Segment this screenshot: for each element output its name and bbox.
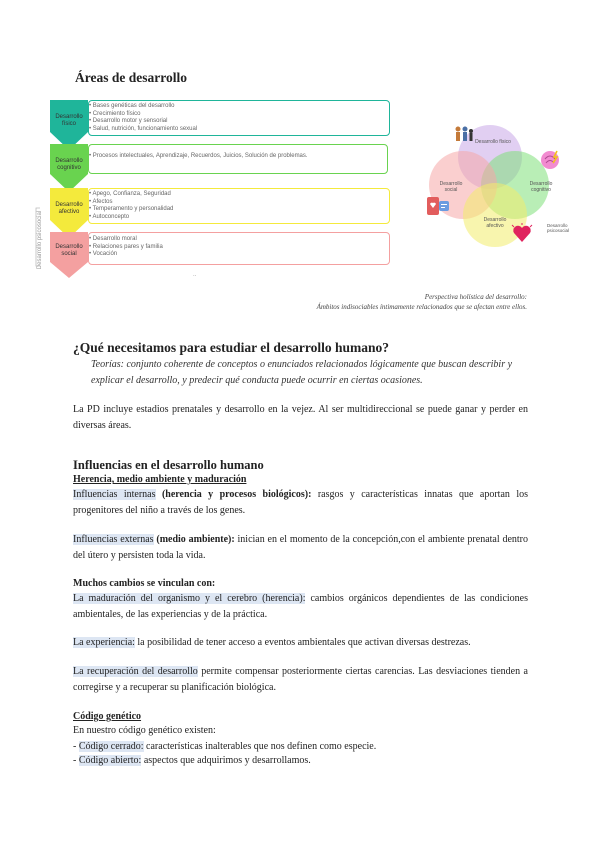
- codigo-abierto-line: - Código abierto: aspectos que adquirimos y desarrollamos.: [73, 755, 311, 766]
- maduracion-label: La maduración del organismo y el cerebro (herencia):: [73, 593, 306, 604]
- recuperacion-text: permite compensar posteriormente ciertas carencias. Las desviaciones tienden a corregirse y a recuperar su planificación biológica.: [73, 666, 528, 693]
- caption-line-1: Perspectiva holística del desarrollo:: [424, 293, 527, 301]
- list-item: • Apego, Confianza, Seguridad: [89, 191, 171, 197]
- internas-bold: (herencia y procesos biológicos):: [155, 489, 312, 500]
- internas-label: Influencias internas: [73, 489, 156, 500]
- venn-label-social: Desarrollo social: [439, 181, 463, 193]
- row-label-social: Desarrollo social: [55, 244, 83, 257]
- cambios-title: Muchos cambios se vinculan con:: [73, 578, 216, 589]
- question-title: ¿Qué necesitamos para estudiar el desarrollo humano?: [73, 340, 389, 355]
- row-label-cognitivo: Desarrollo cognitivo: [55, 158, 83, 171]
- codigo-abierto-label: Código abierto:: [78, 755, 142, 766]
- areas-diagram: [28, 92, 398, 282]
- maduracion-text: cambios orgánicos dependientes de las condiciones ambientales, de las experiencias y de la práctica.: [73, 593, 528, 620]
- list-item: • Crecimiento físico: [89, 110, 141, 117]
- teorias-text: Teorías: conjunto coherente de conceptos o enunciados relacionados lógicamente que buscan describir y explicar el desarrollo, y predecir qué conducta puede ocurrir en ciertas ocasiones.: [91, 359, 513, 386]
- list-item: • Salud, nutrición, funcionamiento sexual: [89, 125, 198, 132]
- row-box-fisico: [88, 100, 390, 136]
- list-item: • Afectos: [89, 198, 113, 205]
- list-item: • Relaciones pares y familia: [89, 243, 163, 250]
- externas-bold: (medio ambiente):: [153, 534, 235, 545]
- list-item: • Temperamento y personalidad: [89, 206, 174, 213]
- codigo-intro: En nuestro código genético existen:: [73, 725, 216, 736]
- row-box-cognitivo: [88, 144, 388, 174]
- list-item: • Vocación: [89, 251, 118, 258]
- venn-diagram: [415, 115, 575, 265]
- maduracion-paragraph: [73, 591, 528, 623]
- codigo-abierto-text: aspectos que adquirimos y desarrollamos.: [141, 755, 311, 766]
- row-box-social: [88, 232, 390, 265]
- list-item: • Bases genéticas del desarrollo: [89, 103, 175, 109]
- recuperacion-paragraph: [73, 664, 528, 696]
- experiencia-text: la posibilidad de tener acceso a eventos ambientales que activan diversas destrezas.: [134, 637, 471, 648]
- experiencia-paragraph: [73, 635, 528, 651]
- codigo-cerrado-line: - Código cerrado: características inalterables que nos definen como especie.: [73, 741, 377, 752]
- ellipsis-mark: ..: [193, 272, 197, 278]
- list-item: • Desarrollo moral: [89, 236, 137, 242]
- heart-icon: [511, 223, 533, 245]
- list-item: • Desarrollo motor y sensorial: [89, 118, 168, 125]
- list-item: • Procesos intelectuales, Aprendizaje, Recuerdos, Juicios, Solución de problemas.: [89, 153, 308, 159]
- venn-side-label: Desarrollo psicosocial: [547, 223, 570, 233]
- pd-paragraph: La PD incluye estadios prenatales y desarrollo en la vejez. Al ser multidireccional se puede ganar y perder en diversas áreas.: [73, 404, 528, 431]
- codigo-cerrado-label: Código cerrado:: [78, 741, 144, 752]
- row-label-fisico: Desarrollo físico: [55, 114, 83, 127]
- side-label-psicosocial: Desarrollo psicosocial: [37, 210, 43, 270]
- internas-paragraph: [73, 487, 528, 519]
- section-title: Áreas de desarrollo: [75, 70, 187, 85]
- caption-line-2: Ámbitos indisociables íntimamente relacionados que se afectan entre ellos.: [316, 303, 527, 311]
- venn-label-fisico: Desarrollo físico: [475, 139, 511, 145]
- list-item: • Autoconcepto: [89, 213, 130, 220]
- figure-caption: [317, 292, 527, 312]
- influencias-title: Influencias en el desarrollo humano: [73, 458, 264, 472]
- internas-text: rasgos y características innatas que aportan los progenitores del niño a través de los genes.: [73, 489, 528, 516]
- people-icon: [453, 125, 475, 145]
- recuperacion-label: La recuperación del desarrollo: [73, 666, 198, 677]
- mobile-social-icon: [425, 195, 451, 219]
- venn-label-afectivo: Desarrollo afectivo: [483, 217, 507, 229]
- externas-label: Influencias externas: [73, 534, 154, 545]
- influencias-subtitle: Herencia, medio ambiente y maduración: [73, 474, 247, 485]
- row-label-afectivo: Desarrollo afectivo: [55, 202, 83, 215]
- venn-label-cognitivo: Desarrollo cognitivo: [529, 181, 553, 193]
- externas-text: inician en el momento de la concepción,con el ambiente prenatal dentro del útero y persisten toda la vida.: [73, 534, 528, 561]
- externas-paragraph: [73, 532, 528, 564]
- codigo-cerrado-text: características inalterables que nos definen como especie.: [143, 741, 377, 752]
- codigo-title: Código genético: [73, 711, 142, 722]
- experiencia-label: La experiencia:: [73, 637, 135, 648]
- brain-icon: [539, 149, 561, 171]
- row-box-afectivo: [88, 188, 390, 224]
